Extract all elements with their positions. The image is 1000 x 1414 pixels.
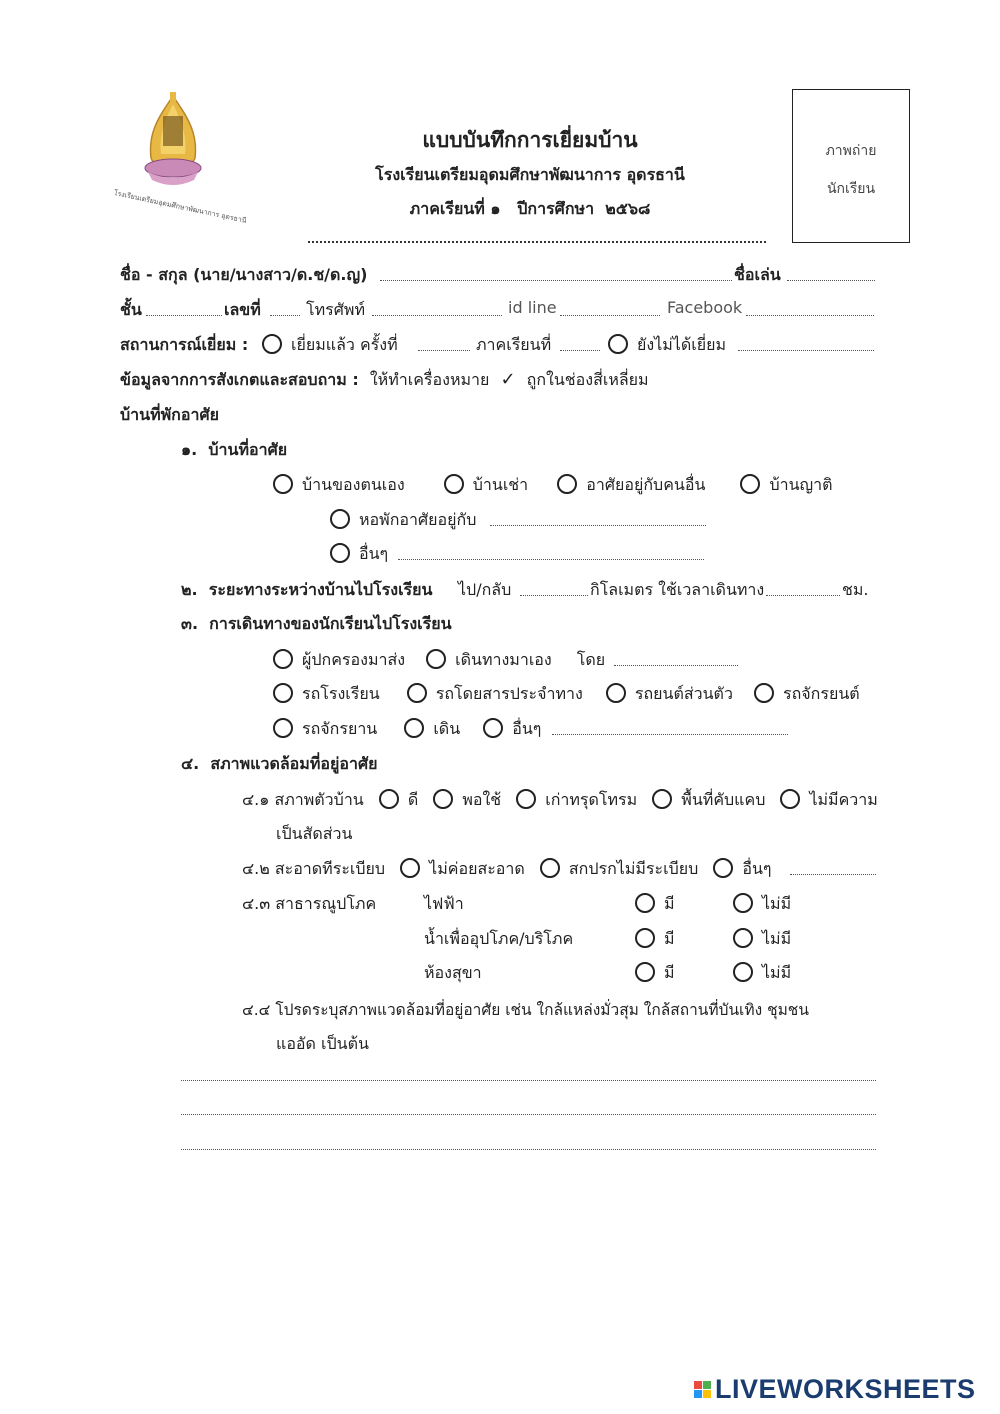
q2-go-return: ไป/กลับ xyxy=(458,580,512,599)
logo-caption: โรงเรียนเตรียมอุดมศึกษาพัฒนาการ อุดรธานี xyxy=(113,188,248,225)
q4-4-answer-line-2[interactable] xyxy=(181,1114,876,1115)
line-field[interactable] xyxy=(560,315,660,316)
radio[interactable] xyxy=(635,928,655,948)
visited-option[interactable]: เยี่ยมแล้ว ครั้งที่ xyxy=(262,333,398,358)
header-line xyxy=(308,241,766,243)
line-label: id line xyxy=(508,298,557,317)
utility-toilet-no[interactable]: ไม่มี xyxy=(733,961,791,986)
q1-option-own[interactable]: บ้านของตนเอง xyxy=(273,475,405,494)
phone-field[interactable] xyxy=(372,315,502,316)
utility-electric-no[interactable]: ไม่มี xyxy=(733,892,791,917)
q3-row3 xyxy=(273,717,561,742)
radio[interactable] xyxy=(426,649,446,669)
school-name: โรงเรียนเตรียมอุดมศึกษาพัฒนาการ อุดรธานี xyxy=(375,165,685,184)
q3-option-self[interactable]: เดินทางมาเอง xyxy=(426,650,552,669)
q3-option-school-bus[interactable]: รถโรงเรียน xyxy=(273,684,380,703)
radio[interactable] xyxy=(635,893,655,913)
liveworksheets-logo-icon xyxy=(694,1381,711,1398)
facebook-label: Facebook xyxy=(667,298,743,317)
nickname-label: ชื่อเล่น xyxy=(734,265,781,284)
q4-4-line1: ๔.๔ โปรดระบุสภาพแวดล้อมที่อยู่อาศัย เช่น ใกล้แหล่งมั่วสุม ใกล้สถานที่บันเทิง ชุมชน xyxy=(242,1001,809,1019)
radio[interactable] xyxy=(404,718,424,738)
radio[interactable] xyxy=(740,474,760,494)
name-row xyxy=(120,263,367,288)
school-logo xyxy=(118,88,228,208)
utility-electric-yes[interactable]: มี xyxy=(635,892,675,917)
observe-label: ข้อมูลจากการสังเกตและสอบถาม : xyxy=(120,370,359,389)
q2-title: ๒. ระยะทางระหว่างบ้านไปโรงเรียน xyxy=(181,580,433,599)
radio[interactable] xyxy=(330,509,350,529)
q1-options xyxy=(273,473,853,498)
radio[interactable] xyxy=(273,718,293,738)
q4-3-label: ๔.๓ สาธารณูปโภค xyxy=(242,894,377,913)
radio[interactable] xyxy=(444,474,464,494)
q1-title: ๑. บ้านที่อาศัย xyxy=(181,440,288,459)
radio[interactable] xyxy=(273,683,293,703)
term-year: ภาคเรียนที่ ๑ ปีการศึกษา ๒๕๖๘ xyxy=(409,199,651,218)
q4-2-option-not-clean[interactable]: ไม่ค่อยสะอาด xyxy=(400,859,525,878)
observe-instruction-2: ถูกในช่องสี่เหลี่ยม xyxy=(526,370,649,389)
q1-option-rent[interactable]: บ้านเช่า xyxy=(444,475,528,494)
q4-1-option-good[interactable]: ดี xyxy=(379,790,418,809)
page-title: แบบบันทึกการเยี่ยมบ้าน xyxy=(422,128,638,152)
q4-2-option-other[interactable]: อื่นๆ xyxy=(713,859,771,878)
visited-radio[interactable] xyxy=(262,334,282,354)
q3-option-other[interactable]: อื่นๆ xyxy=(483,719,541,738)
q4-2-row xyxy=(242,857,771,882)
watermark-text: LIVEWORKSHEETS xyxy=(715,1374,976,1404)
q4-2-option-dirty[interactable]: สกปรกไม่มีระเบียบ xyxy=(540,859,698,878)
number-field[interactable] xyxy=(270,315,300,316)
q2-km-field[interactable] xyxy=(520,595,588,596)
check-mark-icon: ✓ xyxy=(500,369,516,390)
radio[interactable] xyxy=(635,962,655,982)
not-visited-radio[interactable] xyxy=(608,334,628,354)
q1-other-field[interactable] xyxy=(398,559,704,560)
visit-count-field[interactable] xyxy=(418,350,470,351)
q3-title: ๓. การเดินทางของนักเรียนไปโรงเรียน xyxy=(181,614,452,633)
radio[interactable] xyxy=(379,789,399,809)
radio[interactable] xyxy=(713,858,733,878)
observe-instruction: ให้ทำเครื่องหมาย xyxy=(369,370,490,389)
q4-1-option-no-privacy[interactable]: ไม่มีความ xyxy=(780,790,877,809)
q4-2-label: ๔.๒ สะอาดทีระเบียบ xyxy=(242,859,386,878)
q3-by-label: โดย xyxy=(576,650,606,669)
term-no-field[interactable] xyxy=(560,350,600,351)
not-visited-option[interactable]: ยังไม่ได้เยี่ยม xyxy=(608,333,726,358)
radio[interactable] xyxy=(733,893,753,913)
utility-water-no[interactable]: ไม่มี xyxy=(733,927,791,952)
name-label: ชื่อ - สกุล (นาย/นางสาว/ด.ช/ด.ญ) xyxy=(120,265,368,284)
q4-1-option-fair[interactable]: พอใช้ xyxy=(433,790,501,809)
q4-4-line2: แออัด เป็นต้น xyxy=(276,1034,369,1053)
facebook-field[interactable] xyxy=(746,315,874,316)
student-photo-box xyxy=(792,89,910,243)
q3-option-motorcycle[interactable]: รถจักรยนต์ xyxy=(754,684,860,703)
school-emblem-icon xyxy=(118,88,228,208)
q3-row1 xyxy=(273,648,605,673)
radio[interactable] xyxy=(754,683,774,703)
q2-hours: ชม. xyxy=(842,580,869,599)
phone-label: โทรศัพท์ xyxy=(306,300,365,319)
term-no-label: ภาคเรียนที่ xyxy=(476,335,552,354)
q1-dorm-field[interactable] xyxy=(490,525,706,526)
radio[interactable] xyxy=(780,789,800,809)
q4-1-option-old[interactable]: เก่าทรุดโทรม xyxy=(516,790,637,809)
not-visited-field[interactable] xyxy=(738,350,874,351)
q3-option-parent[interactable]: ผู้ปกครองมาส่ง xyxy=(273,650,405,669)
radio[interactable] xyxy=(483,718,503,738)
q1-other-option[interactable]: อื่นๆ xyxy=(330,542,388,567)
q1-option-others[interactable]: อาศัยอยู่กับคนอื่น xyxy=(557,475,705,494)
photo-label-1: ภาพถ่าย xyxy=(825,143,877,159)
q4-2-other-field[interactable] xyxy=(790,874,876,875)
utility-toilet: ห้องสุขา xyxy=(424,963,482,982)
radio[interactable] xyxy=(400,858,420,878)
q4-1-continued: เป็นสัดส่วน xyxy=(276,824,353,843)
q4-title: ๔. สภาพแวดล้อมที่อยู่อาศัย xyxy=(181,754,378,773)
class-label: ชั้น xyxy=(120,300,142,319)
q4-1-label: ๔.๑ สภาพตัวบ้าน xyxy=(242,790,364,809)
q2-km-label: กิโลเมตร ใช้เวลาเดินทาง xyxy=(590,580,765,599)
radio[interactable] xyxy=(606,683,626,703)
q3-other-field[interactable] xyxy=(552,734,788,735)
q3-row2 xyxy=(273,682,880,707)
q3-option-car[interactable]: รถยนต์ส่วนตัว xyxy=(606,684,733,703)
nickname-field[interactable] xyxy=(787,280,875,281)
liveworksheets-watermark xyxy=(694,1374,976,1404)
q3-by-field[interactable] xyxy=(614,665,738,666)
q4-4-answer-line-3[interactable] xyxy=(181,1149,876,1150)
q3-option-public-bus[interactable]: รถโดยสารประจำทาง xyxy=(407,684,583,703)
radio[interactable] xyxy=(273,649,293,669)
utility-water-yes[interactable]: มี xyxy=(635,927,675,952)
visit-status-label: สถานการณ์เยี่ยม : xyxy=(120,335,249,354)
radio[interactable] xyxy=(516,789,536,809)
radio[interactable] xyxy=(733,962,753,982)
q4-1-option-cramped[interactable]: พื้นที่คับแคบ xyxy=(652,790,765,809)
radio[interactable] xyxy=(652,789,672,809)
radio[interactable] xyxy=(273,474,293,494)
radio[interactable] xyxy=(540,858,560,878)
radio[interactable] xyxy=(557,474,577,494)
section-residence: บ้านที่พักอาศัย xyxy=(120,405,219,424)
utility-toilet-yes[interactable]: มี xyxy=(635,961,675,986)
photo-label-2: นักเรียน xyxy=(826,181,876,197)
q1-dorm-option[interactable]: หอพักอาศัยอยู่กับ xyxy=(330,508,476,533)
radio[interactable] xyxy=(433,789,453,809)
number-label: เลขที่ xyxy=(224,300,261,319)
q2-time-field[interactable] xyxy=(766,595,840,596)
class-field[interactable] xyxy=(146,315,222,316)
radio[interactable] xyxy=(330,543,350,563)
q4-4-answer-line-1[interactable] xyxy=(181,1080,876,1081)
radio[interactable] xyxy=(733,928,753,948)
q3-option-walk[interactable]: เดิน xyxy=(404,719,460,738)
q4-1-row xyxy=(242,788,878,813)
observe-row xyxy=(120,368,649,393)
q1-option-relative[interactable]: บ้านญาติ xyxy=(740,475,832,494)
utility-water: น้ำเพื่ออุปโภค/บริโภค xyxy=(424,929,574,948)
utility-electric: ไฟฟ้า xyxy=(424,894,464,913)
radio[interactable] xyxy=(407,683,427,703)
name-field[interactable] xyxy=(380,280,732,281)
q3-option-bicycle[interactable]: รถจักรยาน xyxy=(273,719,377,738)
